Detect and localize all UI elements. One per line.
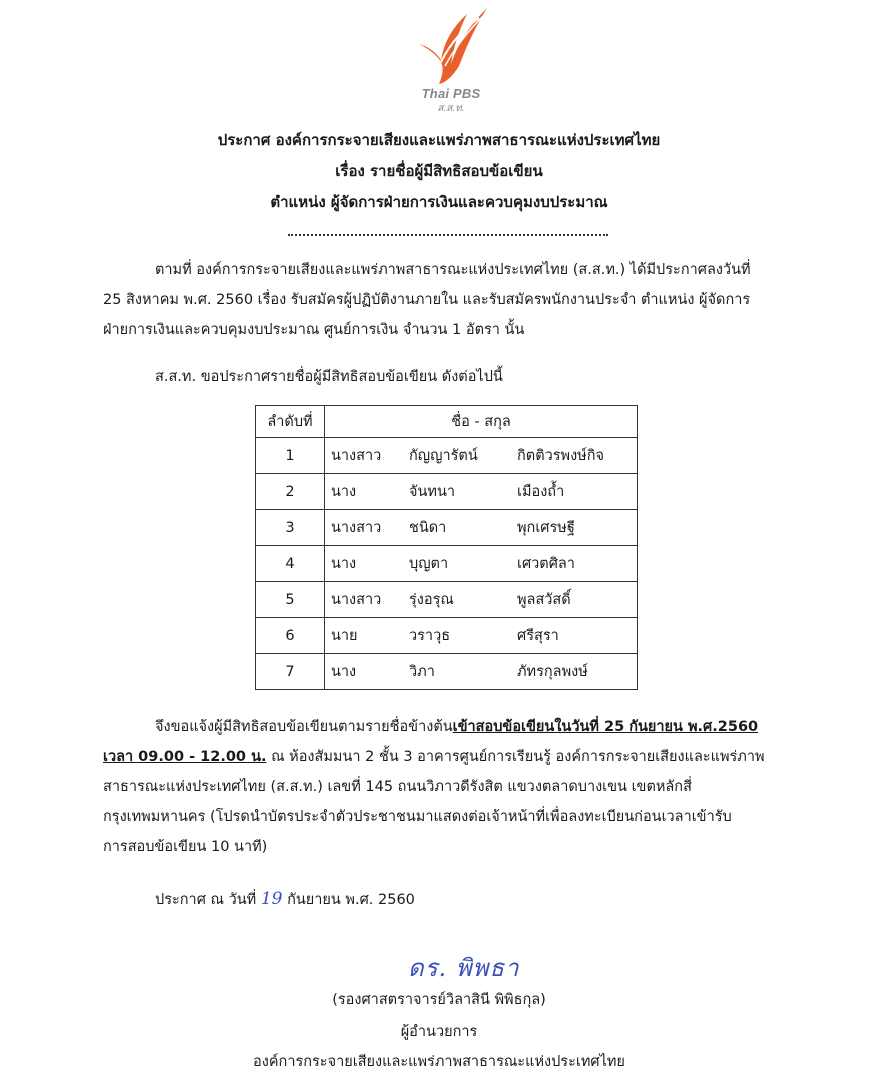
header-line-2: เรื่อง รายชื่อผู้มีสิทธิสอบข้อเขียน <box>335 162 543 180</box>
signer-org: องค์การกระจายเสียงและแพร่ภาพสาธารณะแห่งประเทศไทย <box>253 1054 625 1070</box>
notice-line-1 <box>155 712 758 743</box>
row-number: 6 <box>256 618 325 654</box>
row-prefix: นาย <box>325 618 410 654</box>
table-row <box>256 510 638 546</box>
exam-time: เวลา 09.00 - 12.00 น. <box>103 749 267 765</box>
row-first-name: วราวุธ <box>409 618 517 654</box>
intro-line-3: ฝ่ายการเงินและควบคุมงบประมาณ ศูนย์การเงิน จำนวน 1 อัตรา นั้น <box>103 322 525 338</box>
table-row <box>256 438 638 474</box>
dated-day: 19 <box>260 889 283 909</box>
row-number: 3 <box>256 510 325 546</box>
candidate-table <box>255 405 638 690</box>
row-prefix: นางสาว <box>325 510 410 546</box>
intro-line-1: ตามที่ องค์การกระจายเสียงและแพร่ภาพสาธารณะแห่งประเทศไทย (ส.ส.ท.) ได้มีประกาศลงวันที่ <box>155 262 751 278</box>
row-last-name: กิตติวรพงษ์กิจ <box>517 438 638 474</box>
row-number: 5 <box>256 582 325 618</box>
dated-suffix: กันยายน พ.ศ. 2560 <box>287 892 415 908</box>
table-row <box>256 546 638 582</box>
dated-prefix: ประกาศ ณ วันที่ <box>155 892 257 908</box>
row-prefix: นางสาว <box>325 582 410 618</box>
dated-line <box>155 884 415 916</box>
row-prefix: นางสาว <box>325 438 410 474</box>
row-number: 4 <box>256 546 325 582</box>
notice-line-3: สาธารณะแห่งประเทศไทย (ส.ส.ท.) เลขที่ 145 ถนนวิภาวดีรังสิต แขวงตลาดบางเขน เขตหลักสี่ <box>103 779 692 795</box>
notice-line-4: กรุงเทพมหานคร (โปรดนำบัตรประจำตัวประชาชนมาแสดงต่อเจ้าหน้าที่เพื่อลงทะเบียนก่อนเวลาเข้ารับ <box>103 809 732 825</box>
logo-brand-text: Thai PBS <box>421 86 481 101</box>
row-first-name: บุญตา <box>409 546 517 582</box>
row-number: 7 <box>256 654 325 690</box>
row-prefix: นาง <box>325 474 410 510</box>
row-first-name: กัญญารัตน์ <box>409 438 517 474</box>
row-first-name: ชนิดา <box>409 510 517 546</box>
header-name: ชื่อ - สกุล <box>325 406 638 438</box>
signer-name: (รองศาสตราจารย์วิลาสินี พิพิธกุล) <box>332 992 546 1008</box>
notice-line-2 <box>103 742 765 773</box>
row-prefix: นาง <box>325 654 410 690</box>
row-last-name: พุกเศรษฐี <box>517 510 638 546</box>
row-last-name: ภัทรกุลพงษ์ <box>517 654 638 690</box>
notice-line-5: การสอบข้อเขียน 10 นาที) <box>103 839 268 855</box>
exam-date: เข้าสอบข้อเขียนในวันที่ 25 กันยายน พ.ศ.2560 <box>452 719 759 735</box>
notice-text-1a: จึงขอแจ้งผู้มีสิทธิสอบข้อเขียนตามรายชื่อข้างต้น <box>155 719 453 735</box>
row-number: 2 <box>256 474 325 510</box>
table-row <box>256 474 638 510</box>
logo-sub-text: ส.ส.ท. <box>437 103 465 114</box>
bird-logo-icon <box>415 4 491 88</box>
row-last-name: ศรีสุรา <box>517 618 638 654</box>
row-number: 1 <box>256 438 325 474</box>
row-prefix: นาง <box>325 546 410 582</box>
row-last-name: เศวตศิลา <box>517 546 638 582</box>
announce-text: ส.ส.ท. ขอประกาศรายชื่อผู้มีสิทธิสอบข้อเขียน ดังต่อไปนี้ <box>155 369 503 385</box>
row-first-name: จันทนา <box>409 474 517 510</box>
row-last-name: พูลสวัสดิ์ <box>517 582 638 618</box>
table-row <box>256 582 638 618</box>
table-row <box>256 654 638 690</box>
thai-pbs-logo <box>405 4 495 114</box>
table-header-row <box>256 406 638 438</box>
notice-text-2b: ณ ห้องสัมมนา 2 ชั้น 3 อาคารศูนย์การเรียนรู้ องค์การกระจายเสียงและแพร่ภาพ <box>266 749 765 765</box>
signature-mark: ดร. พิพธา <box>408 954 520 982</box>
row-first-name: วิภา <box>409 654 517 690</box>
signer-title: ผู้อำนวยการ <box>400 1024 478 1040</box>
header-line-1: ประกาศ องค์การกระจายเสียงและแพร่ภาพสาธารณะแห่งประเทศไทย <box>217 131 661 149</box>
header-order: ลำดับที่ <box>256 406 325 438</box>
row-first-name: รุ่งอรุณ <box>409 582 517 618</box>
dotted-divider <box>288 228 608 236</box>
table-row <box>256 618 638 654</box>
header-line-3: ตำแหน่ง ผู้จัดการฝ่ายการเงินและควบคุมงบประมาณ <box>270 193 608 211</box>
row-last-name: เมืองถ้ำ <box>517 474 638 510</box>
intro-line-2: 25 สิงหาคม พ.ศ. 2560 เรื่อง รับสมัครผู้ปฏิบัติงานภายใน และรับสมัครพนักงานประจำ ตำแหน่ง ผู้จัดการ <box>103 292 751 308</box>
